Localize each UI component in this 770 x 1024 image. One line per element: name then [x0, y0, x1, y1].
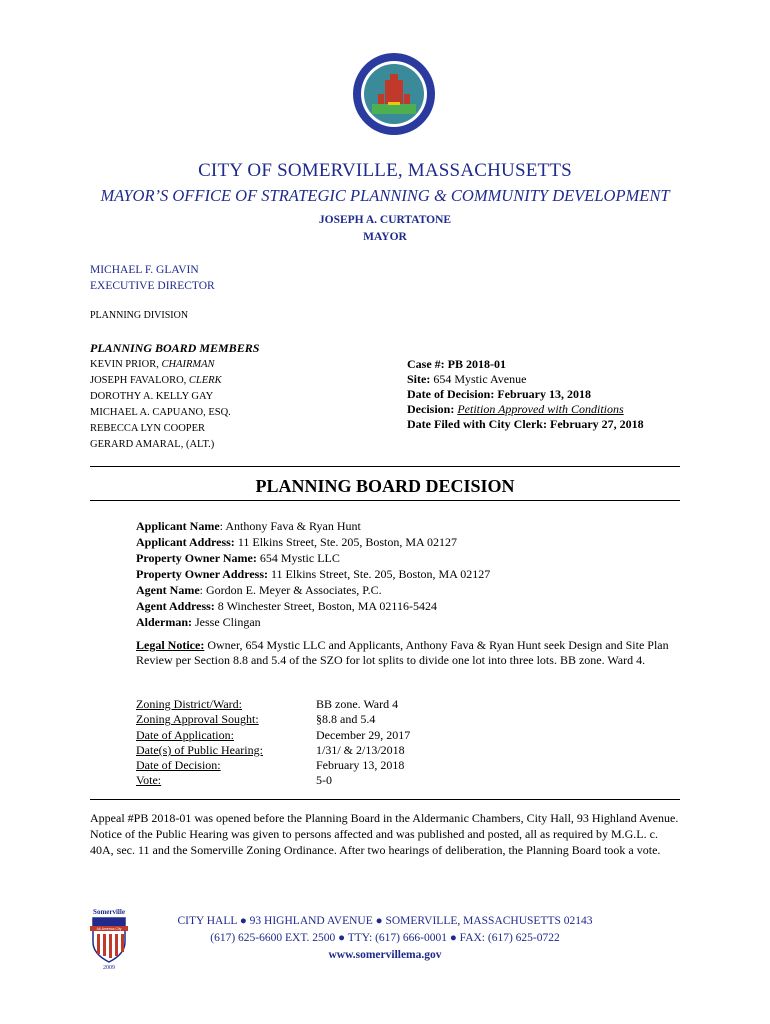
agent-address: Agent Address: 8 Winchester Street, Boston, MA 02116-5424	[136, 599, 437, 613]
case-number: Case #: PB 2018-01	[407, 357, 507, 371]
case-info	[407, 357, 644, 432]
logo-top-text: Somerville	[93, 908, 125, 916]
legal-notice: Legal Notice: Owner, 654 Mystic LLC and Applicants, Anthony Fava & Ryan Hunt seek Design and Site Plan Review per Section 8.8 and 5.4 of the SZO for lot splits to divide one lot into three lots. BB zone. Ward 4.	[136, 638, 669, 667]
mayor-name: JOSEPH A. CURTATONE	[318, 214, 452, 226]
owner-address: Property Owner Address: 11 Elkins Street, Ste. 205, Boston, MA 02127	[136, 567, 491, 581]
zoning-label: Vote:	[136, 773, 162, 788]
alderman: Alderman: Jesse Clingan	[136, 615, 261, 629]
member-item: JOSEPH FAVALORO, CLERK	[90, 375, 222, 386]
office-subtitle: MAYOR’S OFFICE OF STRATEGIC PLANNING & COMMUNITY DEVELOPMENT	[100, 186, 670, 205]
owner-name: Property Owner Name: 654 Mystic LLC	[136, 551, 340, 565]
zoning-label: Zoning District/Ward:	[136, 697, 243, 711]
applicant-name: Applicant Name: Anthony Fava & Ryan Hunt	[136, 519, 361, 533]
city-title: CITY OF SOMERVILLE, MASSACHUSETTS	[198, 160, 572, 181]
logo-banner-text: All-America City	[96, 927, 122, 931]
member-item: DOROTHY A. KELLY GAY	[90, 391, 214, 402]
case-decision-date: Date of Decision: February 13, 2018	[407, 387, 591, 401]
zoning-value: December 29, 2017	[316, 727, 411, 742]
zoning-values	[316, 697, 410, 789]
applicant-info	[136, 518, 490, 630]
zoning-value: 1/31/ & 2/13/2018	[316, 742, 405, 757]
footer	[0, 913, 770, 964]
zoning-labels	[136, 697, 263, 789]
agent-name: Agent Name: Gordon E. Meyer & Associates, P.C.	[136, 583, 382, 597]
zoning-value: §8.8 and 5.4	[316, 712, 376, 727]
footer-address: CITY HALL ● 93 HIGHLAND AVENUE ● SOMERVILLE, MASSACHUSETTS 02143	[177, 915, 593, 927]
applicant-address: Applicant Address: 11 Elkins Street, Ste. 205, Boston, MA 02127	[136, 535, 458, 549]
executive-title: EXECUTIVE DIRECTOR	[90, 280, 215, 292]
case-decision: Decision: Petition Approved with Conditions	[407, 402, 624, 416]
member-item: REBECCA LYN COOPER	[90, 423, 206, 434]
mayor-block	[0, 212, 770, 246]
divider	[90, 466, 680, 467]
members-list	[90, 357, 231, 453]
zoning-label: Date(s) of Public Hearing:	[136, 742, 263, 757]
zoning-value: BB zone. Ward 4	[316, 697, 399, 711]
zoning-label: Date of Decision:	[136, 758, 221, 773]
logo-year-text: 2009	[103, 965, 115, 970]
member-item: GERARD AMARAL, (ALT.)	[90, 439, 215, 450]
decision-title: PLANNING BOARD DECISION	[255, 476, 515, 496]
zoning-value: 5-0	[316, 773, 332, 788]
members-heading: PLANNING BOARD MEMBERS	[90, 341, 260, 355]
member-item: KEVIN PRIOR, CHAIRMAN	[90, 359, 215, 370]
divider	[90, 799, 680, 800]
divider	[90, 500, 680, 501]
member-item: MICHAEL A. CAPUANO, ESQ.	[90, 407, 231, 418]
zoning-value: February 13, 2018	[316, 758, 405, 773]
case-filed-date: Date Filed with City Clerk: February 27, 2018	[407, 417, 644, 431]
mayor-title: MAYOR	[363, 231, 407, 243]
executive-name: MICHAEL F. GLAVIN	[90, 264, 199, 276]
zoning-label: Zoning Approval Sought:	[136, 712, 259, 727]
case-site: Site: 654 Mystic Avenue	[407, 372, 527, 386]
footer-phones: (617) 625-6600 EXT. 2500 ● TTY: (617) 666-0001 ● FAX: (617) 625-0722	[210, 932, 560, 944]
planning-division: PLANNING DIVISION	[90, 310, 189, 321]
appeal-paragraph: Appeal #PB 2018-01 was opened before the Planning Board in the Aldermanic Chambers, City Hall, 93 Highland Avenue. Notice of the Public Hearing was given to persons affected and was published and posted, all as required by M.G.L. c. 40A, sec. 11 and the Somerville Zoning Ordinance. After two hearings of deliberation, the Planning Board took a vote.	[90, 811, 679, 857]
executive-director	[90, 262, 215, 294]
footer-website-link[interactable]: www.somervillema.gov	[328, 949, 442, 961]
zoning-label: Date of Application:	[136, 727, 234, 742]
city-seal-icon	[352, 52, 436, 136]
